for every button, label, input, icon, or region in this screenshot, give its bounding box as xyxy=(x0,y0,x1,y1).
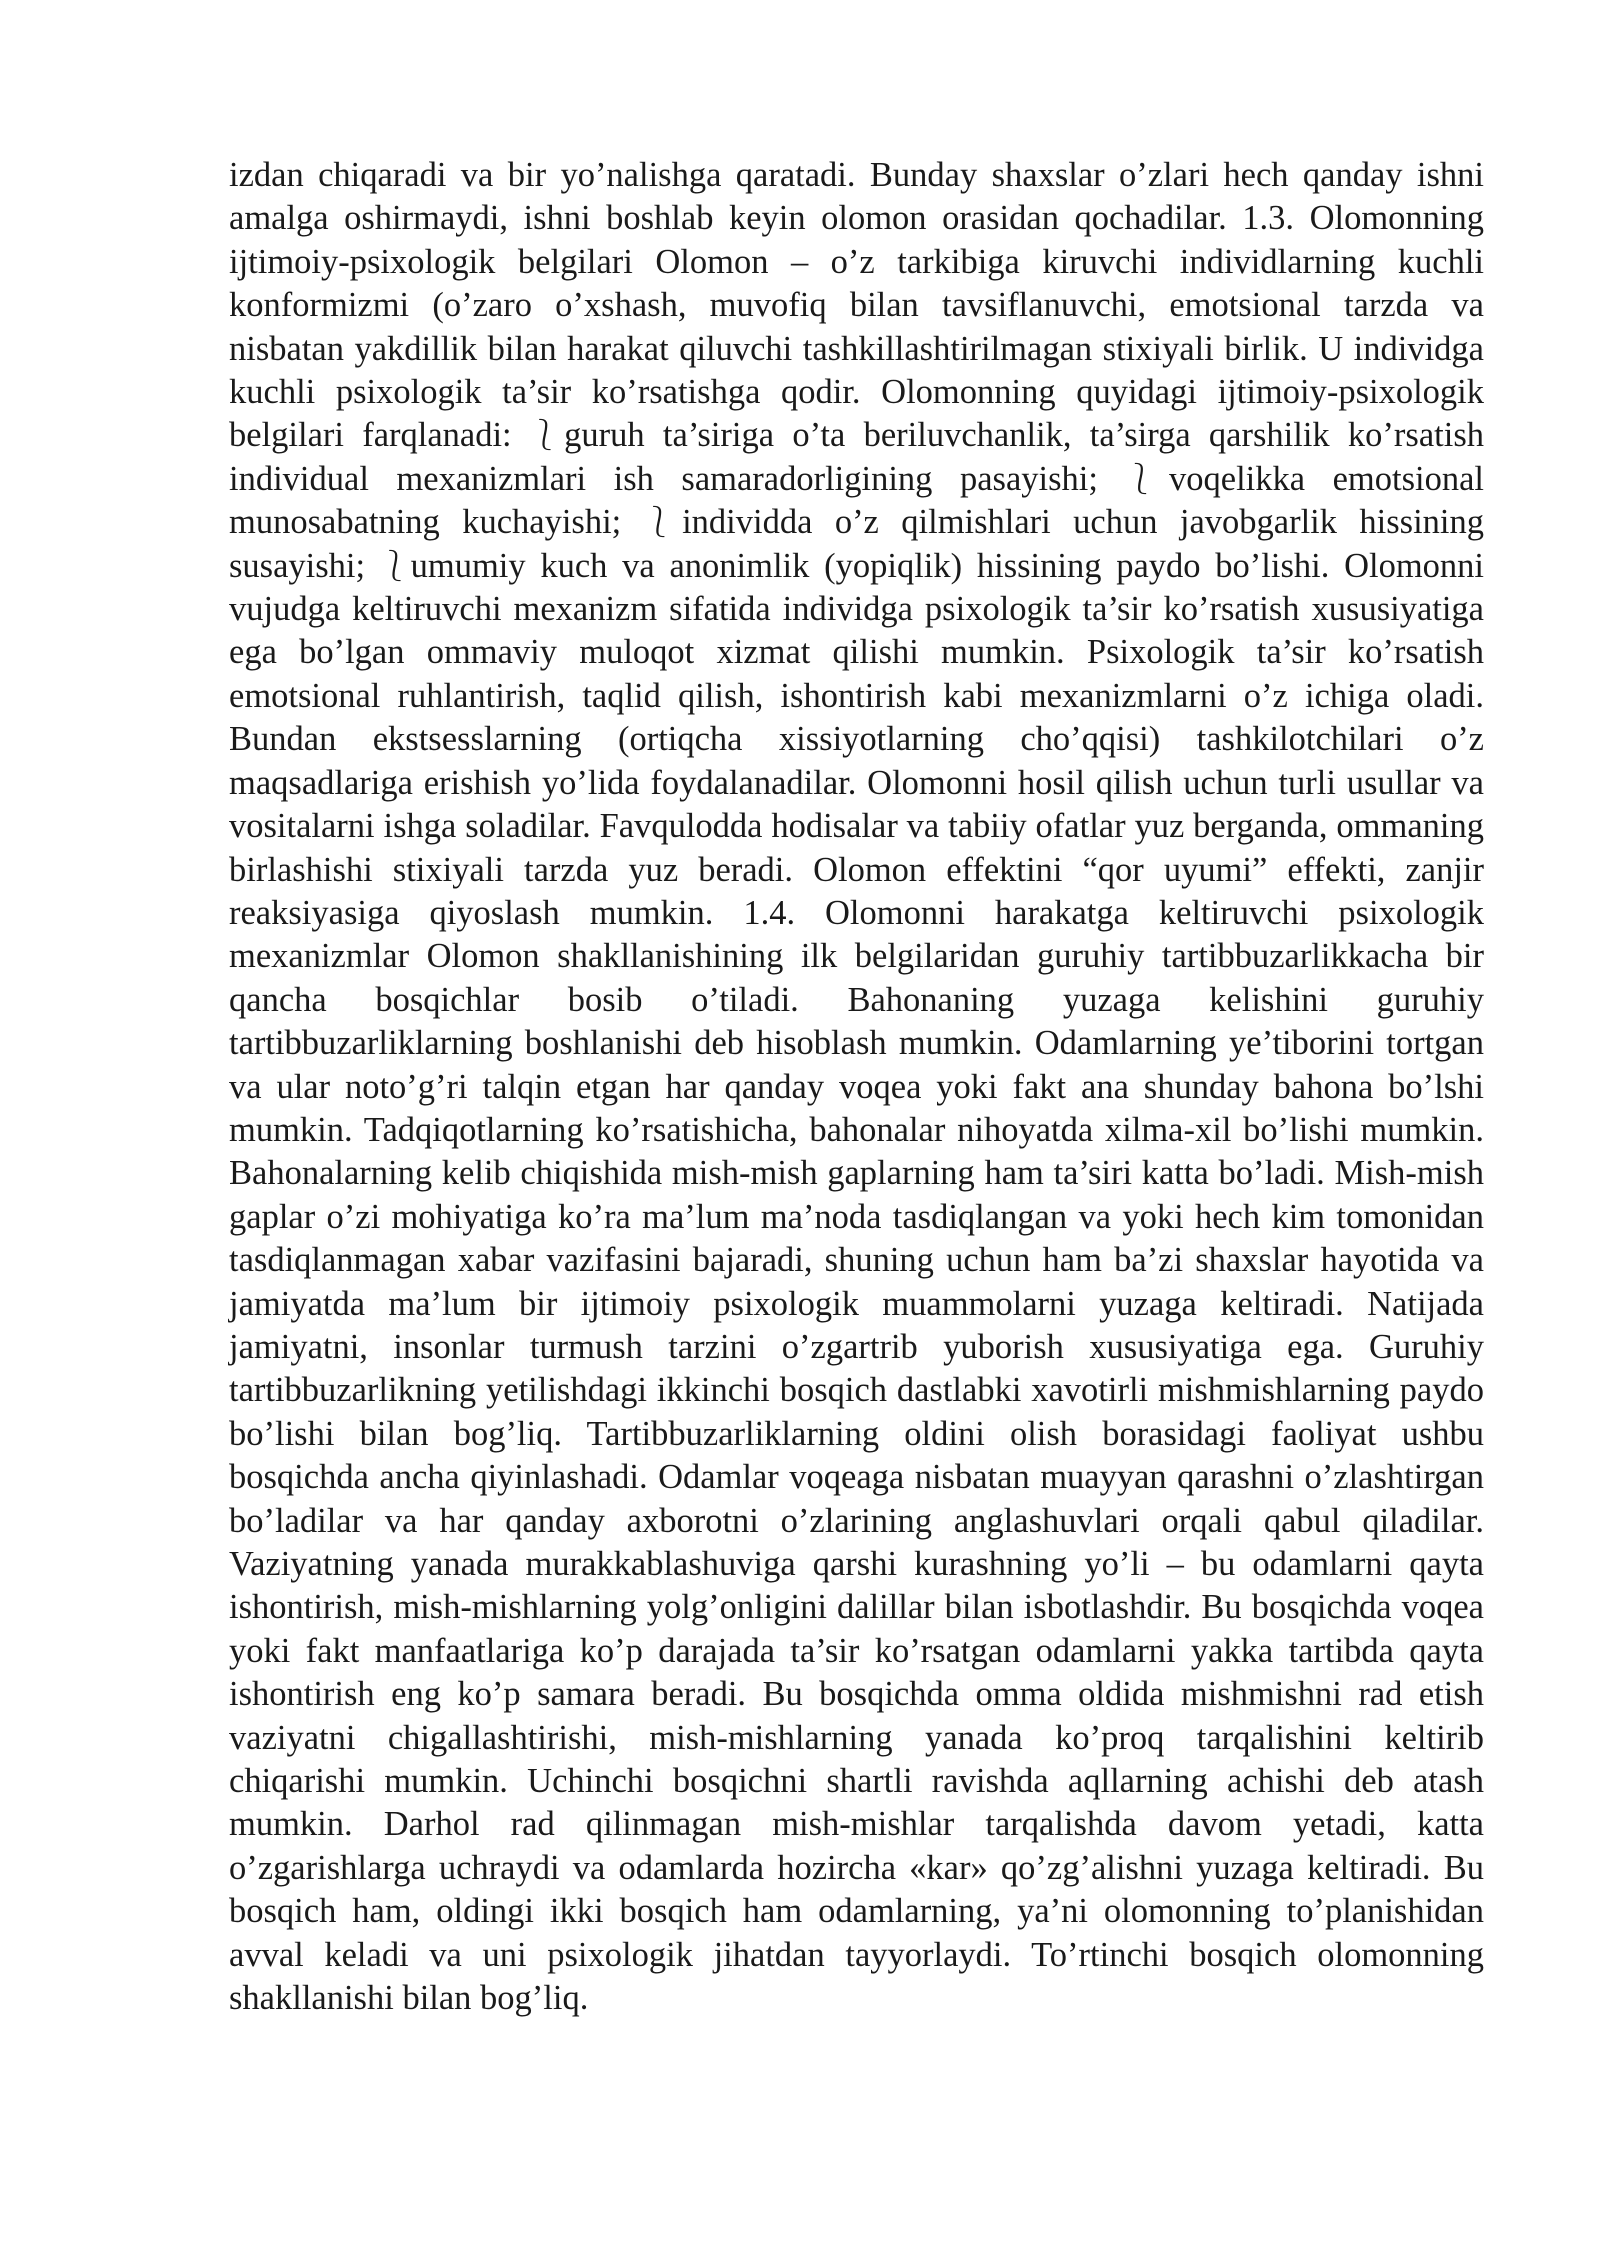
bullet-marker-icon: ⎱ xyxy=(379,548,410,584)
paragraph-text-segment-3: voqelikka emotsional munosabatning kuchayishi; xyxy=(229,459,1484,542)
text-column xyxy=(229,154,1484,2020)
paragraph-text-segment-2: guruh ta’siriga o’ta beriluvchanlik, ta’sirga qarshilik ko’rsatish individual mexanizmlari ish samaradorligining pasayishi; xyxy=(229,416,1484,498)
bullet-marker-icon: ⎱ xyxy=(643,505,674,541)
paragraph-text-segment-1: izdan chiqaradi va bir yo’nalishga qaratadi. Bunday shaxslar o’zlari hech qanday ishni amalga oshirmaydi, ishni boshlab keyin olomon orasidan qochadilar. 1.3. Olomonning ijtimoiy-psixologik belgilari Olomon – o’z tarkibiga kiruvchi individlarning kuchli konformizmi (o’zaro o’xshash, muvofiq bilan tavsiflanuvchi, emotsional tarzda va nisbatan yakdillik bilan harakat qiluvchi tashkillashtirilmagan stixiyali birlik. U individga kuchli psixologik ta’sir ko’rsatishga qodir. Olomonning quyidagi ijtimoiy-psixologik belgilari farqlanadi: xyxy=(229,156,1484,455)
bullet-marker-icon: ⎱ xyxy=(1125,461,1156,497)
body-paragraph xyxy=(229,154,1484,2020)
bullet-marker-icon: ⎱ xyxy=(529,418,560,454)
paragraph-text-segment-4: individda o’z qilmishlari uchun javobgarlik hissining susayishi; xyxy=(229,503,1485,585)
paragraph-text-segment-5: umumiy kuch va anonimlik (yopiqlik) hissining paydo bo’lishi. Olomonni vujudga keltiruvchi mexanizm sifatida individga psixologik ta’sir ko’rsatish xususiyatiga ega bo’lgan ommaviy muloqot xizmat qilishi mumkin. Psixologik ta’sir ko’rsatish emotsional ruhlantirish, taqlid qilish, ishontirish kabi mexanizmlarni o’z ichiga oladi. Bundan ekstsesslarning (ortiqcha xissiyotlarning cho’qqisi) tashkilotchilari o’z maqsadlariga erishish yo’lida foydalanadilar. Olomonni hosil qilish uchun turli usullar va vositalarni ishga soladilar. Favqulodda hodisalar va tabiiy ofatlar yuz berganda, ommaning birlashishi stixiyali tarzda yuz beradi. Olomon effektini “qor uyumi” effekti, zanjir reaksiyasiga qiyoslash mumkin. 1.4. Olomonni harakatga keltiruvchi psixologik mexanizmlar Olomon shakllanishining ilk belgilaridan guruhiy tartibbuzarlikkacha bir qancha bosqichlar bosib o’tiladi. Bahonaning yuzaga kelishini guruhiy tartibbuzarliklarning boshlanishi deb hisoblash mumkin. Odamlarning ye’tiborini tortgan va ular noto’g’ri talqin etgan har qanday voqea yoki fakt ana shunday bahona bo’lshi mumkin. Tadqiqotlarning ko’rsatishicha, bahonalar nihoyatda xilma-xil bo’lishi mumkin. Bahonalarning kelib chiqishida mish-mish gaplarning ham ta’siri katta bo’ladi. Mish-mish gaplar o’zi mohiyatiga ko’ra ma’lum ma’noda tasdiqlangan va yoki hech kim tomonidan tasdiqlanmagan xabar vazifasini bajaradi, shuning uchun ham ba’zi shaxslar hayotida va jamiyatda ma’lum bir ijtimoiy psixologik muammolarni yuzaga keltiradi. Natijada jamiyatni, insonlar turmush tarzini o’zgartrib yuborish xususiyatiga ega. Guruhiy tartibbuzarlikning yetilishdagi ikkinchi bosqich dastlabki xavotirli mishmishlarning paydo bo’lishi bilan bog’liq. Tartibbuzarliklarning oldini olish borasidagi faoliyat ushbu bosqichda ancha qiyinlashadi. Odamlar voqeaga nisbatan muayyan qarashni o’zlashtirgan bo’ladilar va har qanday axborotni o’zlarining anglashuvlari orqali qabul qiladilar. Vaziyatning yanada murakkablashuviga qarshi kurashning yo’li – bu odamlarni qayta ishontirish, mish-mishlarning yolg’onligini dalillar bilan isbotlashdir. Bu bosqichda voqea yoki fakt manfaatlariga ko’p darajada ta’sir ko’rsatgan odamlarni yakka tartibda qayta ishontirish eng ko’p samara beradi. Bu bosqichda omma oldida mishmishni rad etish vaziyatni chigallashtirishi, mish-mishlarning yanada ko’proq tarqalishini keltirib chiqarishi mumkin. Uchinchi bosqichni shartli ravishda aqllarning achishi deb atash mumkin. Darhol rad qilinmagan mish-mishlar tarqalishda davom yetadi, katta o’zgarishlarga uchraydi va odamlarda hozircha «kar» qo’zg’alishni yuzaga keltiradi. Bu bosqich ham, oldingi ikki bosqich ham odamlarning, ya’ni olomonning to’planishidan avval keladi va uni psixologik jihatdan tayyorlaydi. To’rtinchi bosqich olomonning shakllanishi bilan bog’liq. xyxy=(229,546,1485,2018)
